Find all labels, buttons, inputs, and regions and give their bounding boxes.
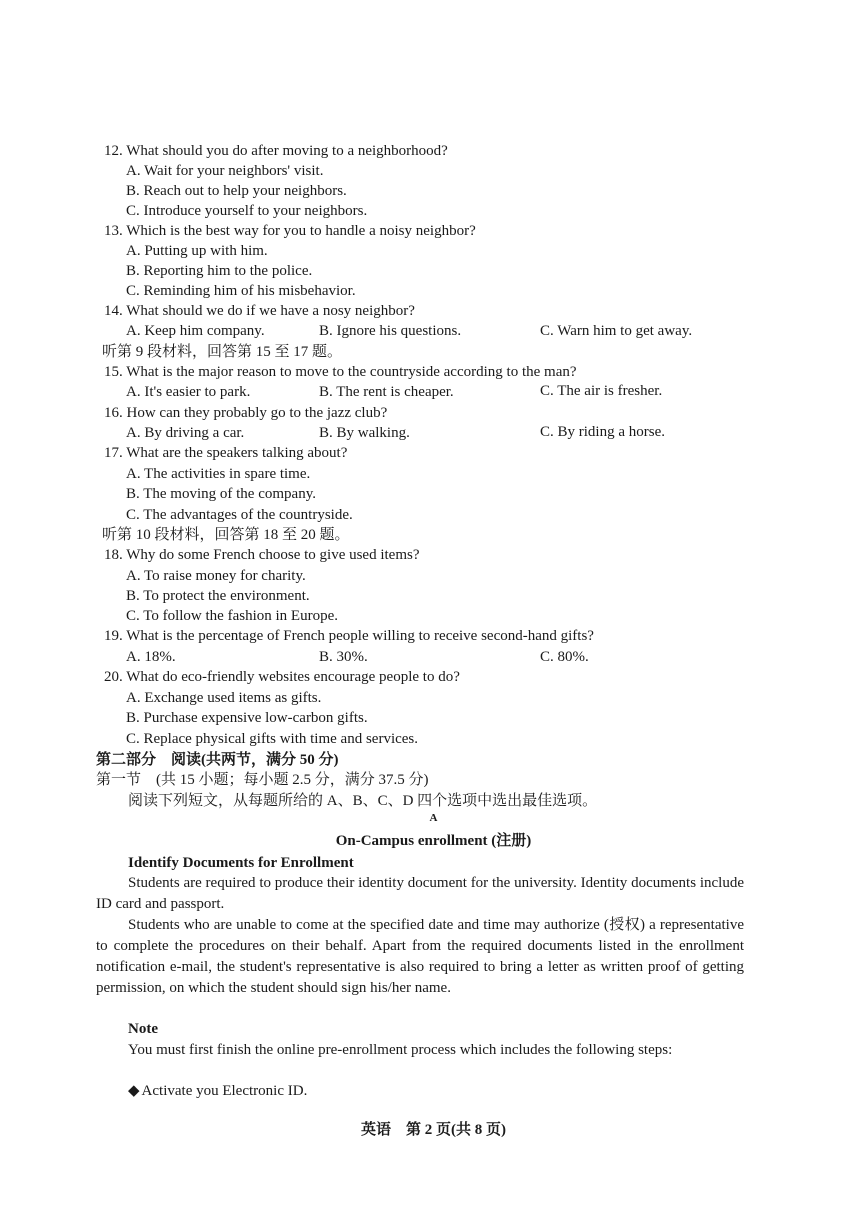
heading-identify-documents: Identify Documents for Enrollment	[128, 855, 354, 871]
q19-option-b: B. 30%.	[319, 649, 368, 665]
q17-option-a: A. The activities in spare time.	[126, 466, 311, 482]
q15-option-b: B. The rent is cheaper.	[319, 384, 454, 400]
q17-option-c: C. The advantages of the countryside.	[126, 507, 353, 523]
q14-option-a: A. Keep him company.	[126, 323, 265, 339]
part-2-title: 第二部分 阅读(共两节，满分 50 分)	[96, 752, 339, 768]
passage-letter: A	[429, 812, 438, 824]
part-2-instruction: 阅读下列短文，从每题所给的 A、B、C、D 四个选项中选出最佳选项。	[128, 793, 598, 809]
q12-option-b: B. Reach out to help your neighbors.	[126, 183, 347, 199]
q18-option-b: B. To protect the environment.	[126, 588, 310, 604]
q17-option-b: B. The moving of the company.	[126, 486, 316, 502]
q16-option-c: C. By riding a horse.	[540, 424, 665, 440]
q19-option-c: C. 80%.	[540, 649, 589, 665]
q19-option-a: A. 18%.	[126, 649, 176, 665]
question-20: 20. What do eco-friendly websites encourage people to do?	[104, 669, 460, 685]
question-17: 17. What are the speakers talking about?	[104, 445, 348, 461]
q13-option-c: C. Reminding him of his misbehavior.	[126, 283, 356, 299]
q18-option-a: A. To raise money for charity.	[126, 568, 306, 584]
q15-option-c: C. The air is fresher.	[540, 383, 663, 399]
paragraph-2: Students who are unable to come at the specified date and time may authorize (授权) a representative to complete the procedures on their behalf. Apart from the required documents listed in the enrollment notification e-mail, the student's representative is also required to bring a letter as written proof of getting permission, on which the student should sign his/her name.	[96, 917, 744, 996]
q14-option-c: C. Warn him to get away.	[540, 323, 693, 339]
black-diamond-icon: ◆	[128, 1083, 140, 1099]
bullet-item-1	[128, 1081, 307, 1101]
question-16: 16. How can they probably go to the jazz club?	[104, 405, 388, 421]
question-18: 18. Why do some French choose to give used items?	[104, 547, 420, 563]
q13-option-a: A. Putting up with him.	[126, 243, 268, 259]
page-footer: 英语 第 2 页(共 8 页)	[361, 1122, 506, 1138]
q14-option-b: B. Ignore his questions.	[319, 323, 462, 339]
q18-option-c: C. To follow the fashion in Europe.	[126, 608, 338, 624]
question-12: 12. What should you do after moving to a neighborhood?	[104, 143, 448, 159]
heading-note: Note	[128, 1021, 158, 1037]
q16-option-a: A. By driving a car.	[126, 425, 245, 441]
part-2-section-1: 第一节 (共 15 小题；每小题 2.5 分，满分 37.5 分)	[96, 772, 429, 788]
question-14: 14. What should we do if we have a nosy neighbor?	[104, 303, 415, 319]
q20-option-c: C. Replace physical gifts with time and services.	[126, 731, 419, 747]
q15-option-a: A. It's easier to park.	[126, 384, 251, 400]
section-10-instruction: 听第 10 段材料，回答第 18 至 20 题。	[102, 527, 350, 543]
q12-option-a: A. Wait for your neighbors' visit.	[126, 163, 324, 179]
q13-option-b: B. Reporting him to the police.	[126, 263, 313, 279]
question-19: 19. What is the percentage of French people willing to receive second-hand gifts?	[104, 628, 594, 644]
q12-option-c: C. Introduce yourself to your neighbors.	[126, 203, 368, 219]
paragraph-3: You must first finish the online pre-enrollment process which includes the following steps:	[128, 1042, 673, 1058]
section-9-instruction: 听第 9 段材料，回答第 15 至 17 题。	[102, 344, 343, 360]
q16-option-b: B. By walking.	[319, 425, 410, 441]
q20-option-b: B. Purchase expensive low-carbon gifts.	[126, 710, 368, 726]
question-15: 15. What is the major reason to move to the countryside according to the man?	[104, 364, 577, 380]
bullet-item-1-text: Activate you Electronic ID.	[141, 1083, 308, 1099]
q20-option-a: A. Exchange used items as gifts.	[126, 690, 322, 706]
question-13: 13. Which is the best way for you to handle a noisy neighbor?	[104, 223, 476, 239]
passage-title: On-Campus enrollment (注册)	[335, 833, 532, 849]
paragraph-1: Students are required to produce their identity document for the university. Identity documents include ID card and passport.	[96, 875, 744, 912]
